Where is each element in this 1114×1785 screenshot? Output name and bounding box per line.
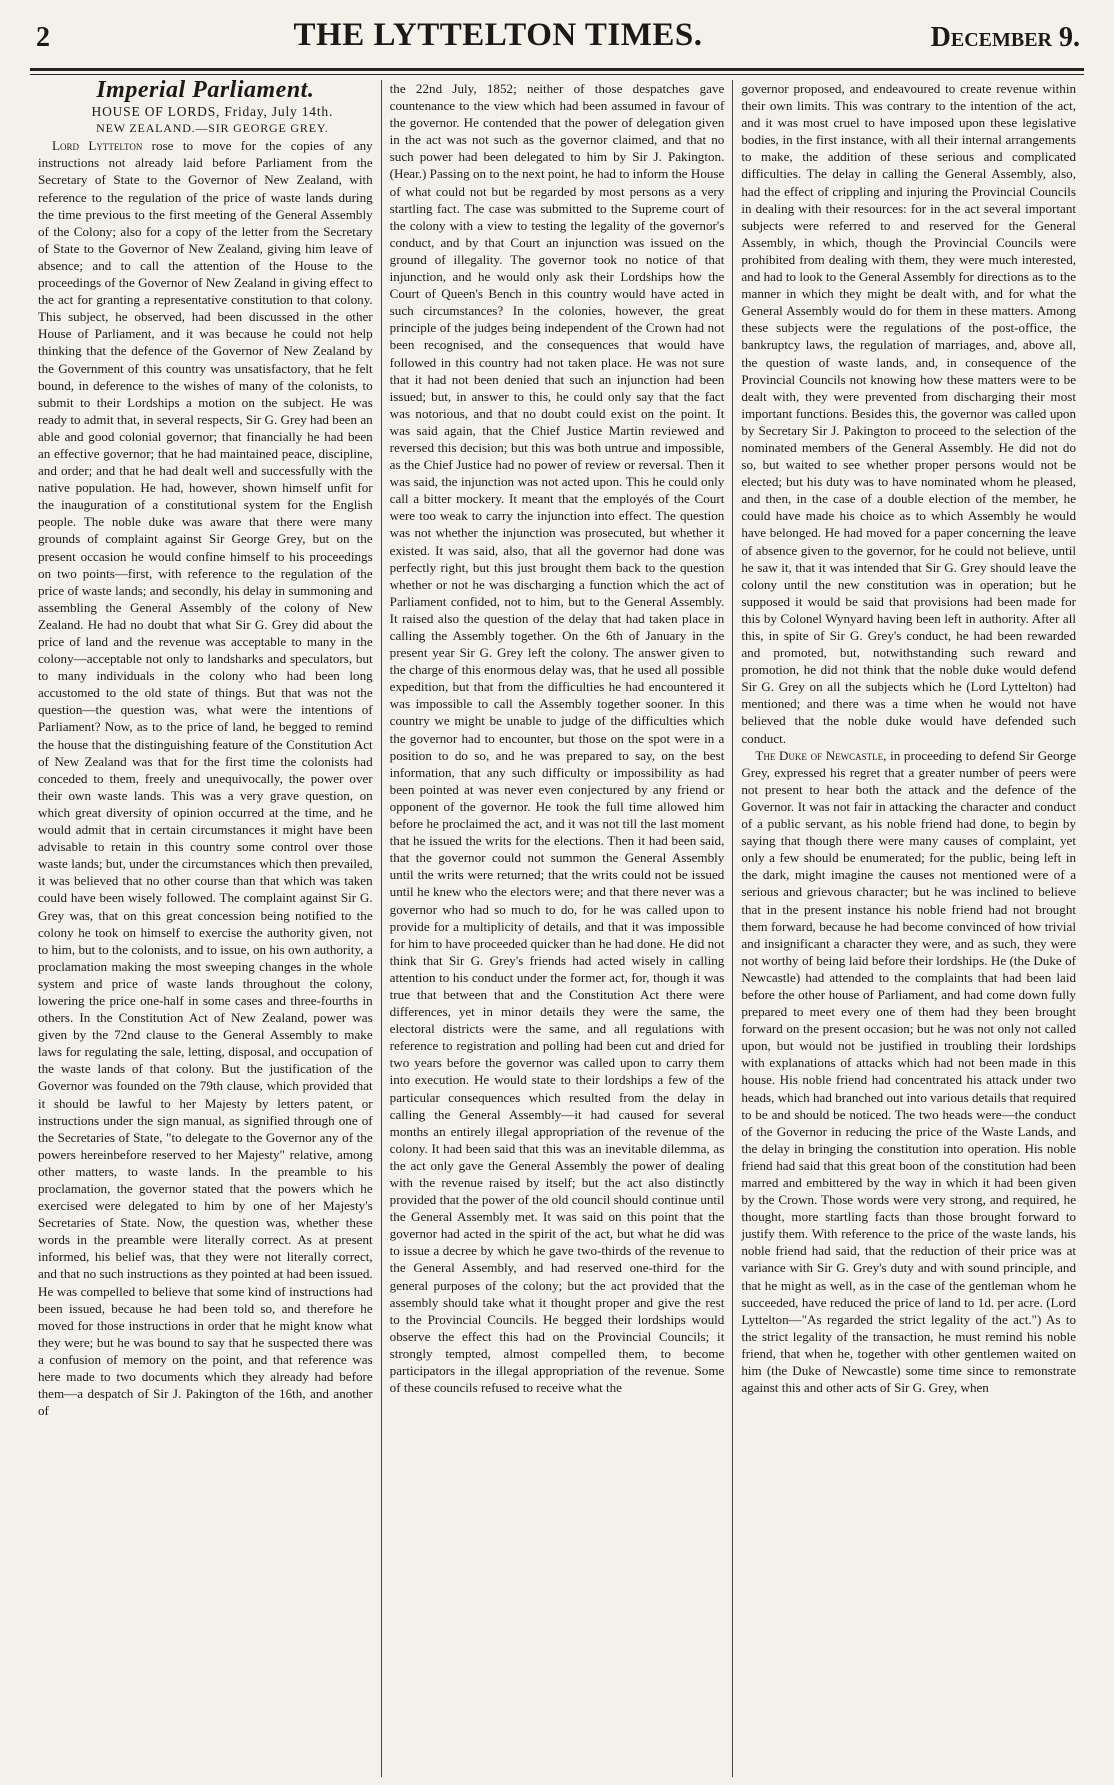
masthead-rule-thick — [30, 68, 1084, 71]
column-3 — [732, 80, 1084, 1777]
section-subheading: NEW ZEALAND.—SIR GEORGE GREY. — [96, 121, 329, 136]
masthead-rule-thin — [30, 74, 1084, 75]
issue-date: December 9. — [930, 22, 1080, 53]
newspaper-title: THE LYTTELTON TIMES. — [293, 17, 703, 53]
paragraph — [390, 80, 725, 1396]
masthead — [36, 10, 1080, 54]
article-columns — [30, 80, 1084, 1777]
speaker-lead: Lord Lyttelton — [52, 138, 143, 154]
paragraph-text: rose to move for the copies of any instructions not already laid before Parliament from the Secretary of State to the Governor of New Zealand, with reference to the regulation of the price of waste lands during the time previous to the first meeting of the General Assembly of the Colony; also for a copy of the letter from the Secretary of State to the Governor of New Zealand, giving him leave of absence; and to call the attention of the House to the proceedings of the Governor of New Zealand in giving effect to the act for granting a representative constitution to that colony. This subject, he observed, had been discussed in the other House of Parliament, and it was because he could not help thinking that the defence of the Governor of New Zealand by the Government of this country was unsatisfactory, that he felt bound, in deference to the wishes of many of the colonists, to submit to their Lordships a motion on the subject. He was ready to admit that, in several respects, Sir G. Grey had been an able and good colonial governor; that financially he had been an effective governor; that he had maintained peace, discipline, and order; and that he had dealt well and successfully with the native population. He had, however, shown himself unfit for the inauguration of a constitutional system for the English people. The noble duke was aware that there were many grounds of complaint against Sir George Grey, but on the present occasion he would confine himself to his proceedings on two points—first, with reference to the regulation of the price of waste lands; and secondly, his delay in summoning and assembling the General Assembly of the colony of New Zealand. He had no doubt that what Sir G. Grey did about the price of land and the revenue was acceptable to many in the colony—acceptable not only to landsharks and speculators, but to many individuals in the colony who had been long accustomed to the old state of things. But that was not the question—the question was, what were the intentions of Parliament? Now, as to the price of land, he begged to remind the house that the distinguishing feature of the Constitution Act of New Zealand was that for the first time the colonists had conceded to them, freely and unequivocally, the power over their own waste lands. This was a very grave question, on which great diversity of opinion occurred at the time, and he would admit that in certain circumstances it might have been advisable to retain in this country some control over those waste lands; but, under the circumstances which then prevailed, it was believed that no other course than that which was taken could have been wisely followed. The complaint against Sir G. Grey was, that on this great concession being notified to the colony he took on himself to exercise the authority given, not to him, but to the colonists, and to issue, on his own authority, a proclamation making the most sweeping changes in the whole system and price of waste lands throughout the colony, lowering the price one-half in some cases and three-fourths in others. In the Constitution Act of New Zealand, power was given by the 72nd clause to the General Assembly to make laws for regulating the sale, letting, disposal, and occupation of the waste lands of that colony. But the justification of the Governor was founded on the 79th clause, which provided that it should be lawful to her Majesty by letters patent, or instructions under the sign manual, as signified through one of the Secretaries of State, "to delegate to the Governor any of the powers hereinbefore reserved to her Majesty" relative, among other matters, to waste lands. In the preamble to his proclamation, the governor stated that the powers which he exercised were delegated to him by one of her Majesty's Secretaries of State. Now, the question was, whether these words in the preamble were literally correct. As at present informed, his belief was, that they were not literally correct, and that no such instructions as they pointed at had been issued. He was compelled to believe that some kind of instructions had been issued, because he had been told so, and therefore he moved for those instructions in order that he might know what they were; but he was bound to say that he suspected there was a confusion of memory on the point, and that reference was here made to two documents which they already had before them—a despatch of Sir J. Pakington of the 16th, and another of — [38, 138, 373, 1419]
paragraph — [38, 137, 373, 1419]
column-1 — [30, 80, 381, 1777]
paragraph-text: , in proceeding to defend Sir George Grey, expressed his regret that a greater number of peers were not present to hear both the attack and the defence of the Governor. It was not fair in attacking the character and conduct of a public servant, as his noble friend had done, to begin by saying that though there were many causes of complaint, yet only a few should be enumerated; for the public, being left in the dark, might imagine the causes not mentioned were of a serious and grievous character; but he was inclined to believe that in the present instance his noble friend had not brought them forward, because he had become convinced of how trivial and insignificant a character they were, and as such, they were not worthy of being laid before their lordships. He (the Duke of Newcastle) had attended to the complaints that had been laid before the other house of Parliament, and had come down fully prepared to meet every one of them had they been brought forward on the present occasion; but he was not only not called upon, but would not be justified in troubling their lordships with explanations of attacks which had not been made in this house. His noble friend had concentrated his attack under two heads, which had branched out into various details that required to be and should be noticed. The two heads were—the conduct of the Governor in reducing the price of the Waste Lands, and the delay in bringing the constitution into operation. His noble friend had said that this great boon of the constitution had been marred and embittered by the way in which it had been given by the Crown. Those words were very strong, and required, he thought, more startling facts than those brought forward to justify them. With reference to the price of the waste lands, his noble friend had said, that the reduction of their price was at variance with Sir G. Grey's duty and with sound principle, and that he might as well, as in the case of the gentleman whom he succeeded, have reduced the price of land to 1d. per acre. (Lord Lyttelton—"As regarded the strict legality of the act.") As to the strict legality of the transaction, he must remind his noble friend, that when he, together with other gentlemen waited on him (the Duke of Newcastle) some time since to remonstrate against this and other acts of Sir G. Grey, when — [741, 747, 1077, 1396]
section-heading: HOUSE OF LORDS, Friday, July 14th. — [91, 104, 334, 120]
paragraph — [741, 747, 1076, 1397]
paragraph — [741, 80, 1076, 747]
section-title: Imperial Parliament. — [96, 80, 315, 103]
speaker-lead: The Duke of Newcastle — [755, 747, 884, 763]
paragraph-text: governor proposed, and endeavoured to create revenue within their own limits. This was contrary to the intention of the act, and it was most cruel to have imposed upon these legislative bodies, in the first instance, with all their internal arrangements to make, the addition of these serious and complicated difficulties. The delay in calling the General Assembly, also, had the effect of crippling and injuring the Provincial Councils in dealing with their resources: for in the act several important subjects were referred to and reserved for the General Assembly, in which, though the Provincial Councils were prohibited from dealing with them, they were much interested, and had to look to the General Assembly for directions as to the manner in which they might be dealt with, and for what the General Assembly would do for them in these matters. Among these subjects were the regulations of the post-office, the bankruptcy laws, the regulation of marriages, and, above all, the question of waste lands, and, in consequence of the Provincial Councils not knowing how these matters were to be dealt with, they were prevented from discharging their most important functions. Besides this, the governor was called upon by Secretary Sir J. Pakington to proceed to the selection of the nominated members of the General Assembly. He did not do so, but waited to see whether proper persons would not be elected; but his duty was to have nominated whom he pleased, and then, in the case of a double election of the member, he could have made his choice as to which Assembly he would have belonged. He had moved for a paper concerning the leave of absence given to the governor, for he could not believe, until he saw it, that it was intended that Sir G. Grey should leave the colony until the new constitution was in operation; but he supposed it would be said that provisions had been made for this by Colonel Wynyard having been left in authority. After all this, in spite of Sir G. Grey's conduct, he had been rewarded and promoted, but, notwithstanding such reward and promotion, he did not think that the noble duke would defend Sir G. Grey on all the subjects which he (Lord Lyttelton) had mentioned; and there was a time when he would not have believed that the noble duke would have defended such conduct. — [741, 81, 1077, 746]
paragraph-text: the 22nd July, 1852; neither of those despatches gave countenance to the view which had been assumed in favour of the governor. He contended that the power of delegation given in the act was not such as the governor claimed, and that no such power had been delegated to him by Sir J. Pakington. (Hear.) Passing on to the next point, he had to inform the House of what could not but be regarded by most persons as a very startling fact. The case was submitted to the Supreme court of the colony with a view to testing the legality of the governor's conduct, and by that Court an injunction was issued on the ground of illegality. The governor took no notice of that injunction, and he would only ask their Lordships how the Court of Queen's Bench in this country would have acted in such circumstances? In the colonies, however, the great principle of the judges being independent of the Crown had not been recognised, and the consequences that would have followed in this country had not taken place. He was not sure that it had not been denied that such an injunction had been issued; but, in answer to this, he could only say that the fact was notorious, and that no doubt could exist on the point. It was said again, that the Chief Justice Martin reviewed and reversed this decision; but this was both untrue and impossible, as the Chief Justice had no power of review or reversal. Then it was said, the injunction was not acted upon. This he could only call a bitter mockery. It meant that the employés of the Court were too weak to carry the injunction into effect. The question was not whether the injunction was prosecuted, but whether it existed. It was said, also, that all the governor had done was perfectly right, but this just brought them back to the question whether or not he was discharging a function which the act of Parliament confided, not to him, but to the General Assembly. It raised also the question of the delay that had taken place in calling the Assembly together. On the 6th of January in the present year Sir G. Grey left the colony. The answer given to the charge of this enormous delay was, that he used all possible expedition, but that from the difficulties he had encountered it was impossible to call the Assembly together sooner. In this country we might be unable to judge of the difficulties which the governor had to encounter, but those on the spot were in a position to do so, and he was prepared to say, on the best information, that any such difficulty or impossibility as had been pointed at was never even conjectured by any friend or opponent of the governor. He took the full time allowed him before he proclaimed the act, and it was not till the last moment that he issued the writs for the elections. Then it had been said, that the governor could not summon the General Assembly until the writs were returned; that the writs could not be issued until he knew who the electors were; and that there never was a governor who had so much to do, for he was called upon to provide for a multiplicity of details, and that it was impossible for him to have proceeded quicker than he had done. He did not think that Sir G. Grey's friends had acted wisely in calling attention to his conduct under the former act, for, though it was true that between that and the Constitution Act there were differences, yet in minor details they were the same, the electoral districts were the same, and all regulations with reference to registration and polling had been cut and dried for two years before the governor was called upon to carry them into execution. He would state to their lordships a few of the particular consequences which resulted from the delay in calling the General Assembly—it had caused for several months an entirely illegal appropriation of the revenue of the colony. It had been said that this was an inevitable dilemma, as the act only gave the General Assembly the power of dealing with the revenue raised by itself; but the act also distinctly provided that the power of the old council should continue until the General Assembly met. It was said on this point that the governor had acted in the spirit of the act, but what he did was to issue a decree by which he gave two-thirds of the revenue to the General Assembly, and had reserved one-third for the general purposes of the colony; but the act provided that the assembly should take what it thought proper and give the rest to the Provincial Councils. He begged their lordships would observe the effect this had on the Provincial Councils; it strongly tempted, almost compelled them, to become participators in the illegal appropriation of the revenue. Some of these councils refused to receive what the — [389, 81, 725, 1396]
page-number: 2 — [36, 22, 50, 53]
column-2 — [381, 80, 733, 1777]
